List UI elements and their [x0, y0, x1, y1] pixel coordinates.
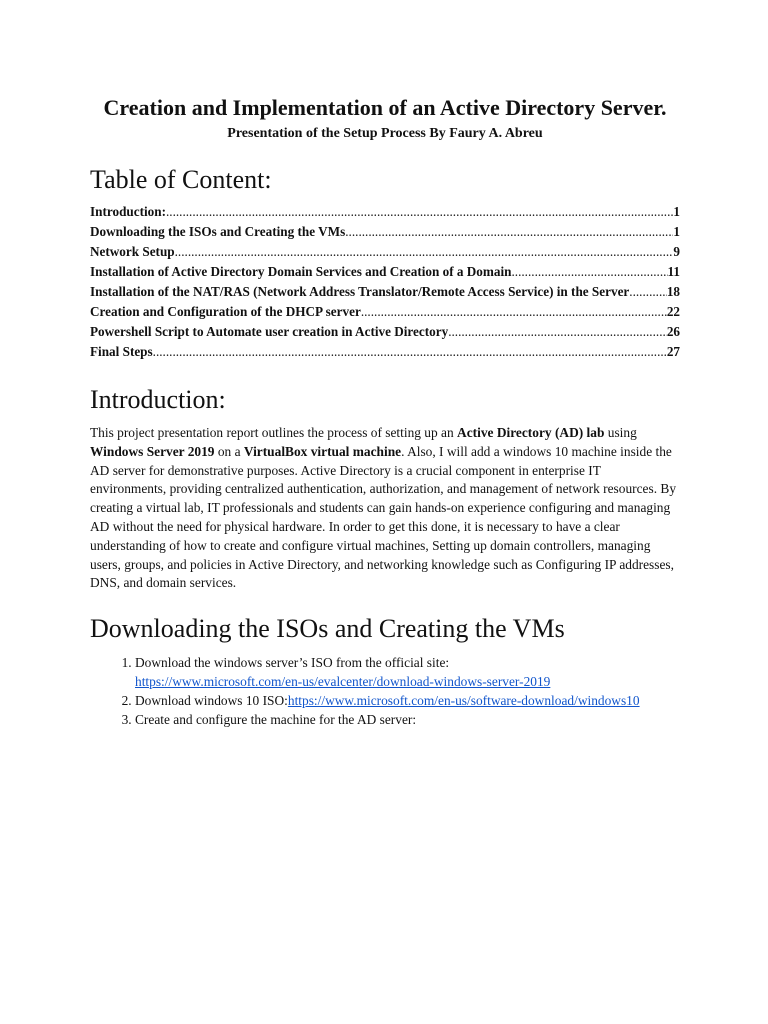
document-content	[90, 94, 680, 729]
windows10-iso-link[interactable]: https://www.microsoft.com/en-us/software-download/windows10	[287, 693, 640, 709]
toc-dot-leader	[345, 222, 673, 242]
toc-entry-downloading[interactable]	[90, 222, 680, 242]
step-3-text: Create and configure the machine for the AD server:	[135, 712, 417, 728]
toc-dot-leader	[166, 202, 673, 222]
intro-bold-windows-server: Windows Server 2019	[90, 443, 215, 459]
toc-dot-leader	[629, 282, 667, 302]
step-download-server-iso	[135, 653, 680, 691]
toc-dot-leader	[175, 242, 674, 262]
toc-entry-ad-ds[interactable]	[90, 262, 680, 282]
downloading-heading: Downloading the ISOs and Creating the VMs	[90, 614, 565, 644]
document-subtitle: Presentation of the Setup Process By Faury A. Abreu	[227, 126, 543, 141]
toc-entry-text: Powershell Script to Automate user creation in Active Directory	[90, 324, 449, 339]
toc-entry-text: Downloading the ISOs and Creating the VMs	[90, 224, 346, 239]
toc-entry-text: Installation of the NAT/RAS (Network Address Translator/Remote Access Service) in the Server	[90, 284, 630, 299]
download-steps-list	[90, 653, 680, 729]
toc-dot-leader	[153, 342, 667, 362]
toc-entry-powershell[interactable]	[90, 322, 680, 342]
toc-entry-dhcp[interactable]	[90, 302, 680, 322]
windows-server-iso-link[interactable]: https://www.microsoft.com/en-us/evalcenter/download-windows-server-2019	[135, 674, 551, 690]
toc-entry-page: 1	[673, 224, 680, 239]
toc-entry-network-setup[interactable]	[90, 242, 680, 262]
toc-entry-page: 1	[673, 204, 680, 219]
toc-entry-page: 26	[666, 324, 680, 339]
intro-text-1: This project presentation report outlines the process of setting up an	[90, 425, 458, 440]
table-of-contents	[90, 202, 680, 362]
step-download-win10-iso	[135, 691, 680, 710]
toc-heading: Table of Content:	[90, 165, 272, 194]
toc-entry-page: 11	[667, 264, 680, 279]
toc-entry-final-steps[interactable]	[90, 342, 680, 362]
step-2-text: Download windows 10 ISO:	[135, 693, 288, 709]
intro-text-3: on a	[214, 443, 244, 459]
introduction-heading: Introduction:	[90, 385, 226, 414]
intro-bold-virtualbox: VirtualBox virtual machine	[243, 443, 402, 459]
intro-text-4: . Also, I will add a windows 10 machine inside the AD server for demonstrative purposes. Active Directory is a crucial component in enterprise IT environments, providing centralized authentication, authorization, and management of network resources. By creating a virtual lab, IT professionals and students can gain hands-on experience configuring and managing AD without the need for physical hardware. In order to get this done, it is necessary to have a clear understanding of how to create and configure virtual machines, Setting up domain controllers, managing users, groups, and policies in Active Directory, and networking knowledge such as Configuring IP addresses, DNS, and domain services.	[90, 443, 677, 591]
toc-entry-page: 9	[673, 244, 680, 259]
toc-entry-page: 18	[666, 284, 680, 299]
toc-entry-page: 22	[666, 304, 680, 319]
introduction-paragraph	[90, 424, 680, 593]
toc-dot-leader	[511, 262, 667, 282]
toc-entry-text: Final Steps	[90, 344, 153, 359]
intro-text-2: using	[604, 425, 637, 440]
step-1-text: Download the windows server’s ISO from the official site:	[135, 655, 450, 671]
toc-entry-text: Creation and Configuration of the DHCP server	[90, 304, 361, 319]
toc-entry-text: Network Setup	[90, 244, 175, 259]
toc-entry-introduction[interactable]	[90, 202, 680, 222]
toc-dot-leader	[448, 322, 667, 342]
intro-bold-ad-lab: Active Directory (AD) lab	[457, 425, 605, 440]
toc-entry-page: 27	[666, 344, 680, 359]
toc-dot-leader	[361, 302, 667, 322]
toc-entry-text: Installation of Active Directory Domain Services and Creation of a Domain	[90, 264, 512, 279]
toc-entry-text: Introduction:	[90, 204, 166, 219]
toc-entry-nat-ras[interactable]	[90, 282, 680, 302]
document-title: Creation and Implementation of an Active Directory Server.	[103, 95, 667, 120]
step-create-vm	[135, 710, 680, 729]
